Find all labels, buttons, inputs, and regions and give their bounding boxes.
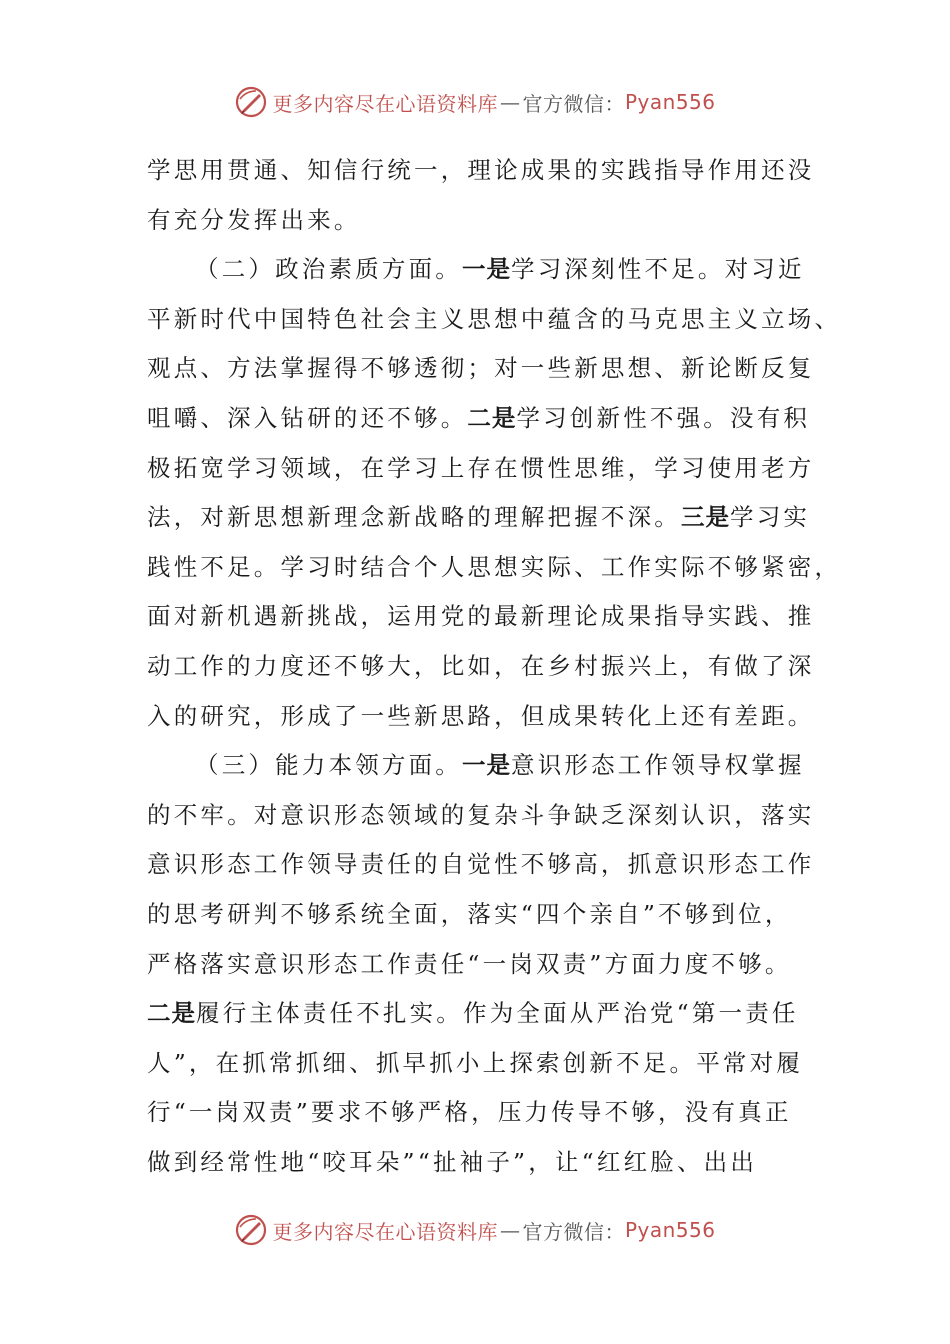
body-text: 意识形态工作领导责任的自觉性不够高，抓意识形态工作 (147, 850, 815, 879)
watermark-dash: — (499, 1218, 521, 1242)
body-text: 践性不足。学习时结合个人思想实际、工作实际不够紧密， (147, 552, 842, 581)
text-line (147, 146, 815, 196)
body-text: 学习创新性不强。没有积 (516, 403, 811, 432)
pen-seal-icon (234, 85, 268, 119)
text-line (147, 344, 815, 394)
body-text: 极拓宽学习领域，在学习上存在惯性思维，学习使用老方 (147, 453, 815, 482)
text-line (147, 642, 815, 692)
body-text: 人”，在抓常抓细、抓早抓小上探索创新不足。平常对履 (147, 1048, 804, 1077)
emphasis-text: 三是 (681, 503, 730, 532)
text-line (147, 394, 811, 444)
body-text: 的思考研判不够系统全面，落实“四个亲自”不够到位， (147, 899, 792, 928)
text-line (147, 989, 807, 1039)
body-text: 行“一岗双责”要求不够严格，压力传导不够，没有真正 (147, 1098, 792, 1127)
text-line (147, 692, 815, 742)
body-text: 学思用贯通、知信行统一，理论成果的实践指导作用还没 (147, 156, 815, 184)
document-body (147, 146, 842, 1187)
emphasis-text: 一是 (462, 751, 511, 780)
body-text: 有充分发挥出来。 (147, 205, 361, 234)
watermark-wechat-id: Pyan556 (624, 1218, 716, 1242)
body-text: 面对新机遇新挑战，运用党的最新理论成果指导实践、推 (147, 602, 815, 631)
text-line (147, 840, 815, 890)
watermark-brand: 更多内容尽在心语资料库 (272, 1219, 498, 1244)
watermark-dash: — (499, 90, 521, 114)
emphasis-text: 一是 (462, 255, 511, 284)
body-text: 的不牢。对意识形态领域的复杂斗争缺乏深刻认识，落实 (147, 800, 815, 829)
body-text: 观点、方法掌握得不够透彻；对一些新思想、新论断反复 (147, 354, 815, 383)
text-line (147, 1088, 807, 1138)
pen-seal-icon (234, 1213, 268, 1247)
body-text: （三）能力本领方面。 (195, 751, 462, 780)
body-text: 学习实 (730, 503, 811, 532)
text-line (147, 890, 807, 940)
body-text: 咀嚼、深入钻研的还不够。 (147, 403, 468, 432)
body-text: 法，对新思想新理念新战略的理解把握不深。 (147, 503, 681, 532)
emphasis-text: 二是 (467, 403, 517, 432)
text-line (147, 245, 807, 295)
text-line (147, 1138, 807, 1188)
watermark-brand: 更多内容尽在心语资料库 (272, 91, 498, 116)
body-text: 意识形态工作领导权掌握 (511, 751, 805, 780)
text-line (147, 592, 815, 642)
body-text: 平新时代中国特色社会主义思想中蕴含的马克思主义立场、 (147, 304, 842, 333)
text-line (147, 940, 807, 990)
header-watermark (0, 82, 950, 122)
body-text: 动工作的力度还不够大，比如，在乡村振兴上，有做了深 (147, 651, 815, 680)
text-line (147, 741, 807, 791)
watermark-label: 官方微信： (522, 91, 625, 116)
body-text: 入的研究，形成了一些新思路，但成果转化上还有差距。 (147, 701, 815, 730)
text-line (147, 791, 815, 841)
body-text: （二）政治素质方面。 (195, 255, 462, 284)
footer-watermark (0, 1210, 950, 1250)
body-text: 做到经常性地“咬耳朵”“扯袖子”，让“红红脸、出出 (147, 1147, 758, 1176)
text-line (147, 295, 842, 345)
body-text: 严格落实意识形态工作责任“一岗双责”方面力度不够。 (147, 949, 792, 978)
text-line (147, 543, 842, 593)
text-line (147, 196, 807, 246)
body-text: 履行主体责任不扎实。作为全面从严治党“第一责任 (196, 999, 799, 1028)
emphasis-text: 二是 (147, 999, 196, 1028)
body-text: 学习深刻性不足。对习近 (511, 255, 805, 284)
text-line (147, 444, 815, 494)
watermark-label: 官方微信： (522, 1219, 625, 1244)
watermark-wechat-id: Pyan556 (624, 90, 716, 114)
text-line (147, 493, 811, 543)
text-line (147, 1039, 807, 1089)
